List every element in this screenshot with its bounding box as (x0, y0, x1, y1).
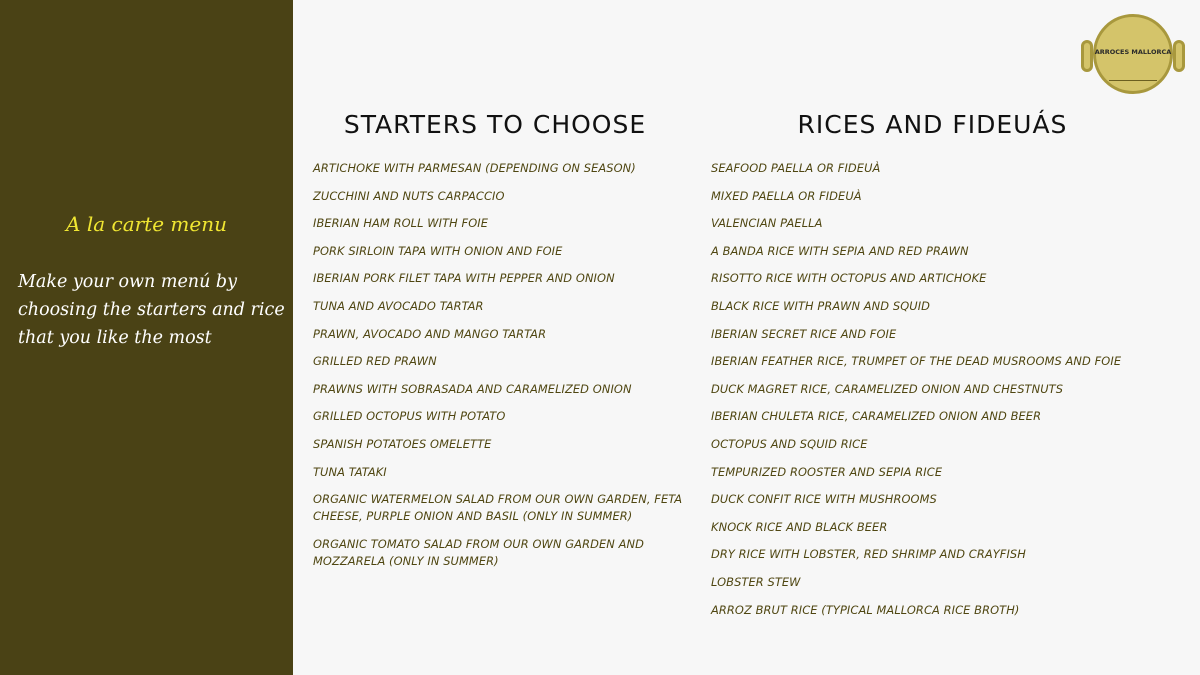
menu-item: PORK SIRLOIN TAPA WITH ONION AND FOIE (313, 243, 563, 258)
logo-handle-right (1173, 40, 1185, 72)
menu-item: VALENCIAN PAELLA (711, 216, 823, 231)
sidebar-panel (0, 0, 293, 675)
menu-item: DUCK CONFIT RICE WITH MUSHROOMS (711, 492, 937, 507)
menu-item: DUCK MAGRET RICE, CARAMELIZED ONION AND CHESTNUTS (711, 381, 1064, 396)
menu-item: BLACK RICE WITH PRAWN AND SQUID (711, 298, 931, 313)
menu-item: IBERIAN FEATHER RICE, TRUMPET OF THE DEAD MUSROOMS AND FOIE (711, 354, 1122, 369)
menu-item: SPANISH POTATOES OMELETTE (313, 436, 492, 451)
menu-item: TEMPURIZED ROOSTER AND SEPIA RICE (711, 464, 943, 479)
logo-underline (1109, 80, 1157, 85)
menu-item: SEAFOOD PAELLA OR FIDEUÀ (711, 161, 881, 175)
menu-item: PRAWNS WITH SOBRASADA AND CARAMELIZED ONION (313, 381, 632, 396)
menu-item: IBERIAN SECRET RICE AND FOIE (711, 326, 897, 341)
menu-item: A BANDA RICE WITH SEPIA AND RED PRAWN (711, 243, 969, 258)
logo-handle-left (1081, 40, 1093, 72)
menu-item: TUNA AND AVOCADO TARTAR (313, 298, 484, 313)
sidebar-description: Make your own menú by choosing the starters and rice that you like the most (18, 272, 285, 348)
menu-item: PRAWN, AVOCADO AND MANGO TARTAR (313, 326, 547, 341)
menu-item: ARROZ BRUT RICE (TYPICAL MALLORCA RICE BROTH) (711, 602, 1020, 617)
menu-item: IBERIAN PORK FILET TAPA WITH PEPPER AND ONION (313, 271, 615, 286)
menu-item: KNOCK RICE AND BLACK BEER (711, 519, 888, 534)
rices-heading: RICES AND FIDEUÁS (797, 110, 1068, 139)
rices-list (711, 160, 1131, 629)
menu-item: IBERIAN CHULETA RICE, CARAMELIZED ONION AND BEER (711, 409, 1042, 424)
logo-text: ARROCES MALLORCA (1094, 48, 1172, 56)
menu-item: GRILLED RED PRAWN (313, 354, 437, 369)
menu-item: DRY RICE WITH LOBSTER, RED SHRIMP AND CRAYFISH (711, 547, 1026, 562)
restaurant-logo (1079, 14, 1187, 102)
menu-item: ZUCCHINI AND NUTS CARPACCIO (313, 188, 505, 203)
starters-list (313, 160, 683, 580)
menu-item: TUNA TATAKI (313, 464, 387, 479)
menu-item: LOBSTER STEW (711, 574, 801, 589)
menu-item: MIXED PAELLA OR FIDEUÀ (711, 188, 862, 203)
menu-item: GRILLED OCTOPUS WITH POTATO (313, 409, 506, 424)
menu-item: OCTOPUS AND SQUID RICE (711, 436, 868, 451)
menu-item: ORGANIC WATERMELON SALAD FROM OUR OWN GARDEN, FETA CHEESE, PURPLE ONION AND BASIL (ONLY IN SUMMER) (313, 492, 683, 524)
menu-item: ARTICHOKE WITH PARMESAN (DEPENDING ON SEASON) (313, 161, 636, 175)
menu-item: RISOTTO RICE WITH OCTOPUS AND ARTICHOKE (711, 271, 987, 286)
sidebar-title: A la carte menu (66, 212, 227, 236)
starters-heading: STARTERS TO CHOOSE (343, 110, 647, 139)
menu-item: ORGANIC TOMATO SALAD FROM OUR OWN GARDEN AND MOZZARELA (ONLY IN SUMMER) (313, 536, 644, 568)
menu-item: IBERIAN HAM ROLL WITH FOIE (313, 216, 489, 231)
